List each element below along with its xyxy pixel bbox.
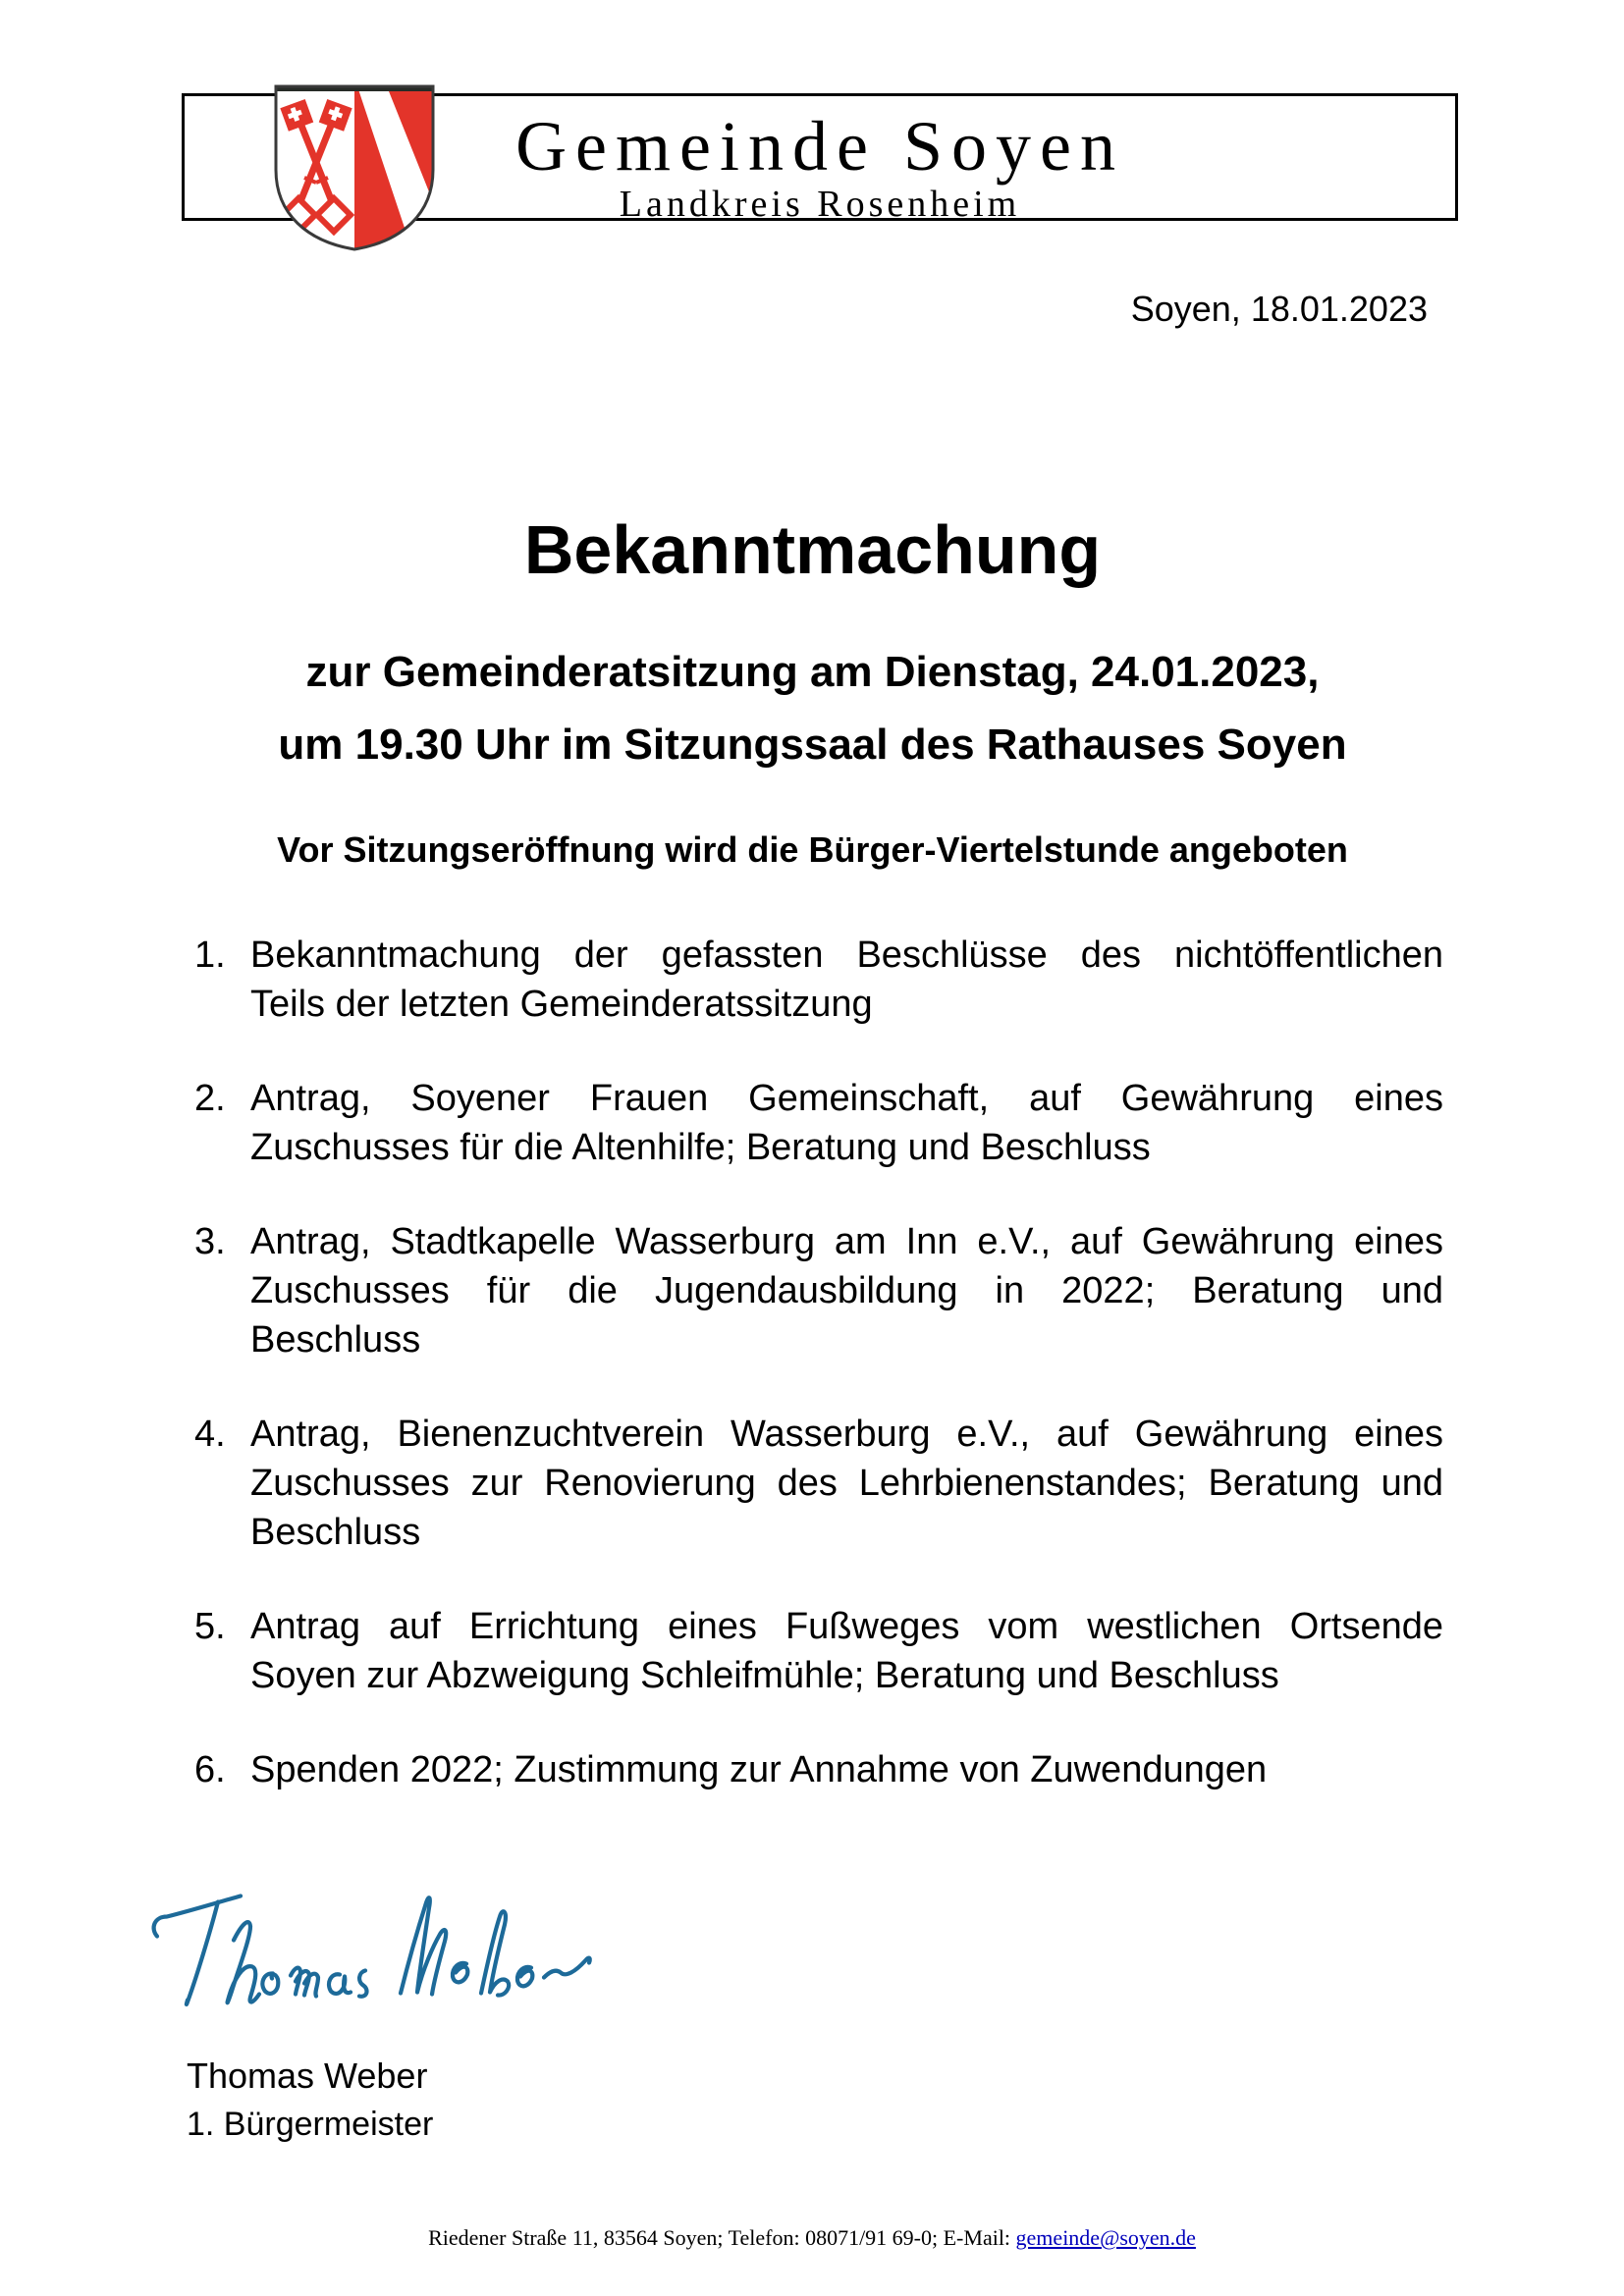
subtitle-line-2: um 19.30 Uhr im Sitzungssaal des Rathauses Soyen: [278, 721, 1347, 769]
agenda-item-text: [250, 1602, 1443, 1700]
agenda-list: [194, 931, 1443, 1840]
agenda-item-line: Beschluss: [250, 1512, 421, 1553]
document-title: Bekanntmachung: [523, 511, 1102, 588]
agenda-item-line: Soyen zur Abzweigung Schleifmühle; Beratung und Beschluss: [250, 1655, 1279, 1696]
agenda-item: [194, 1602, 1443, 1700]
agenda-item-line: Beschluss: [250, 1319, 421, 1361]
coat-of-arms-icon: [271, 77, 438, 255]
signer-role: 1. Bürgermeister: [187, 2106, 434, 2143]
subtitle: [133, 636, 1492, 781]
agenda-item-line: Zuschusses für die Altenhilfe; Beratung und Beschluss: [250, 1127, 1151, 1168]
agenda-item-text: [250, 1745, 1443, 1794]
footer-address: Riedener Straße 11, 83564 Soyen; Telefon: 08071/91 69-0; E-Mail:: [428, 2225, 1016, 2250]
municipality-name: Gemeinde Soyen: [515, 107, 1124, 186]
agenda-item: [194, 931, 1443, 1029]
agenda-item-number: 2.: [194, 1078, 226, 1119]
agenda-item-line: Spenden 2022; Zustimmung zur Annahme von Zuwendungen: [250, 1749, 1268, 1790]
dateline: Soyen, 18.01.2023: [1130, 289, 1428, 329]
email-link[interactable]: gemeinde@soyen.de: [1015, 2225, 1196, 2250]
agenda-item-line: Teils der letzten Gemeinderatssitzung: [250, 984, 873, 1025]
agenda-item-line: Zuschusses für die Jugendausbildung in 2022; Beratung und: [250, 1270, 1443, 1311]
agenda-item-line: Antrag, Stadtkapelle Wasserburg am Inn e.V., auf Gewährung eines: [250, 1221, 1443, 1262]
note-line: Vor Sitzungseröffnung wird die Bürger-Viertelstunde angeboten: [277, 829, 1348, 870]
agenda-item-text: [250, 1410, 1443, 1557]
agenda-item-number: 5.: [194, 1606, 226, 1647]
agenda-item-line: Antrag auf Errichtung eines Fußweges vom westlichen Ortsende: [250, 1606, 1443, 1647]
signer-name: Thomas Weber: [187, 2056, 428, 2096]
agenda-item-number: 1.: [194, 934, 226, 976]
agenda-item-number: 6.: [194, 1749, 226, 1790]
subtitle-line-1: zur Gemeinderatsitzung am Dienstag, 24.01.2023,: [305, 648, 1320, 696]
agenda-item-text: [250, 1074, 1443, 1172]
agenda-item: [194, 1074, 1443, 1172]
agenda-item-number: 4.: [194, 1414, 226, 1455]
agenda-item-line: Bekanntmachung der gefassten Beschlüsse des nichtöffentlichen: [250, 934, 1443, 976]
signature-image: [147, 1873, 609, 2025]
district-name: Landkreis Rosenheim: [619, 184, 1021, 225]
agenda-item-line: Zuschusses zur Renovierung des Lehrbienenstandes; Beratung und: [250, 1463, 1443, 1504]
agenda-item: [194, 1745, 1443, 1794]
agenda-item: [194, 1217, 1443, 1364]
footer-contact: [0, 2224, 1624, 2252]
agenda-item-line: Antrag, Soyener Frauen Gemeinschaft, auf Gewährung eines: [250, 1078, 1443, 1119]
agenda-item-line: Antrag, Bienenzuchtverein Wasserburg e.V., auf Gewährung eines: [250, 1414, 1443, 1455]
agenda-item-text: [250, 931, 1443, 1029]
agenda-item: [194, 1410, 1443, 1557]
agenda-item-text: [250, 1217, 1443, 1364]
agenda-item-number: 3.: [194, 1221, 226, 1262]
